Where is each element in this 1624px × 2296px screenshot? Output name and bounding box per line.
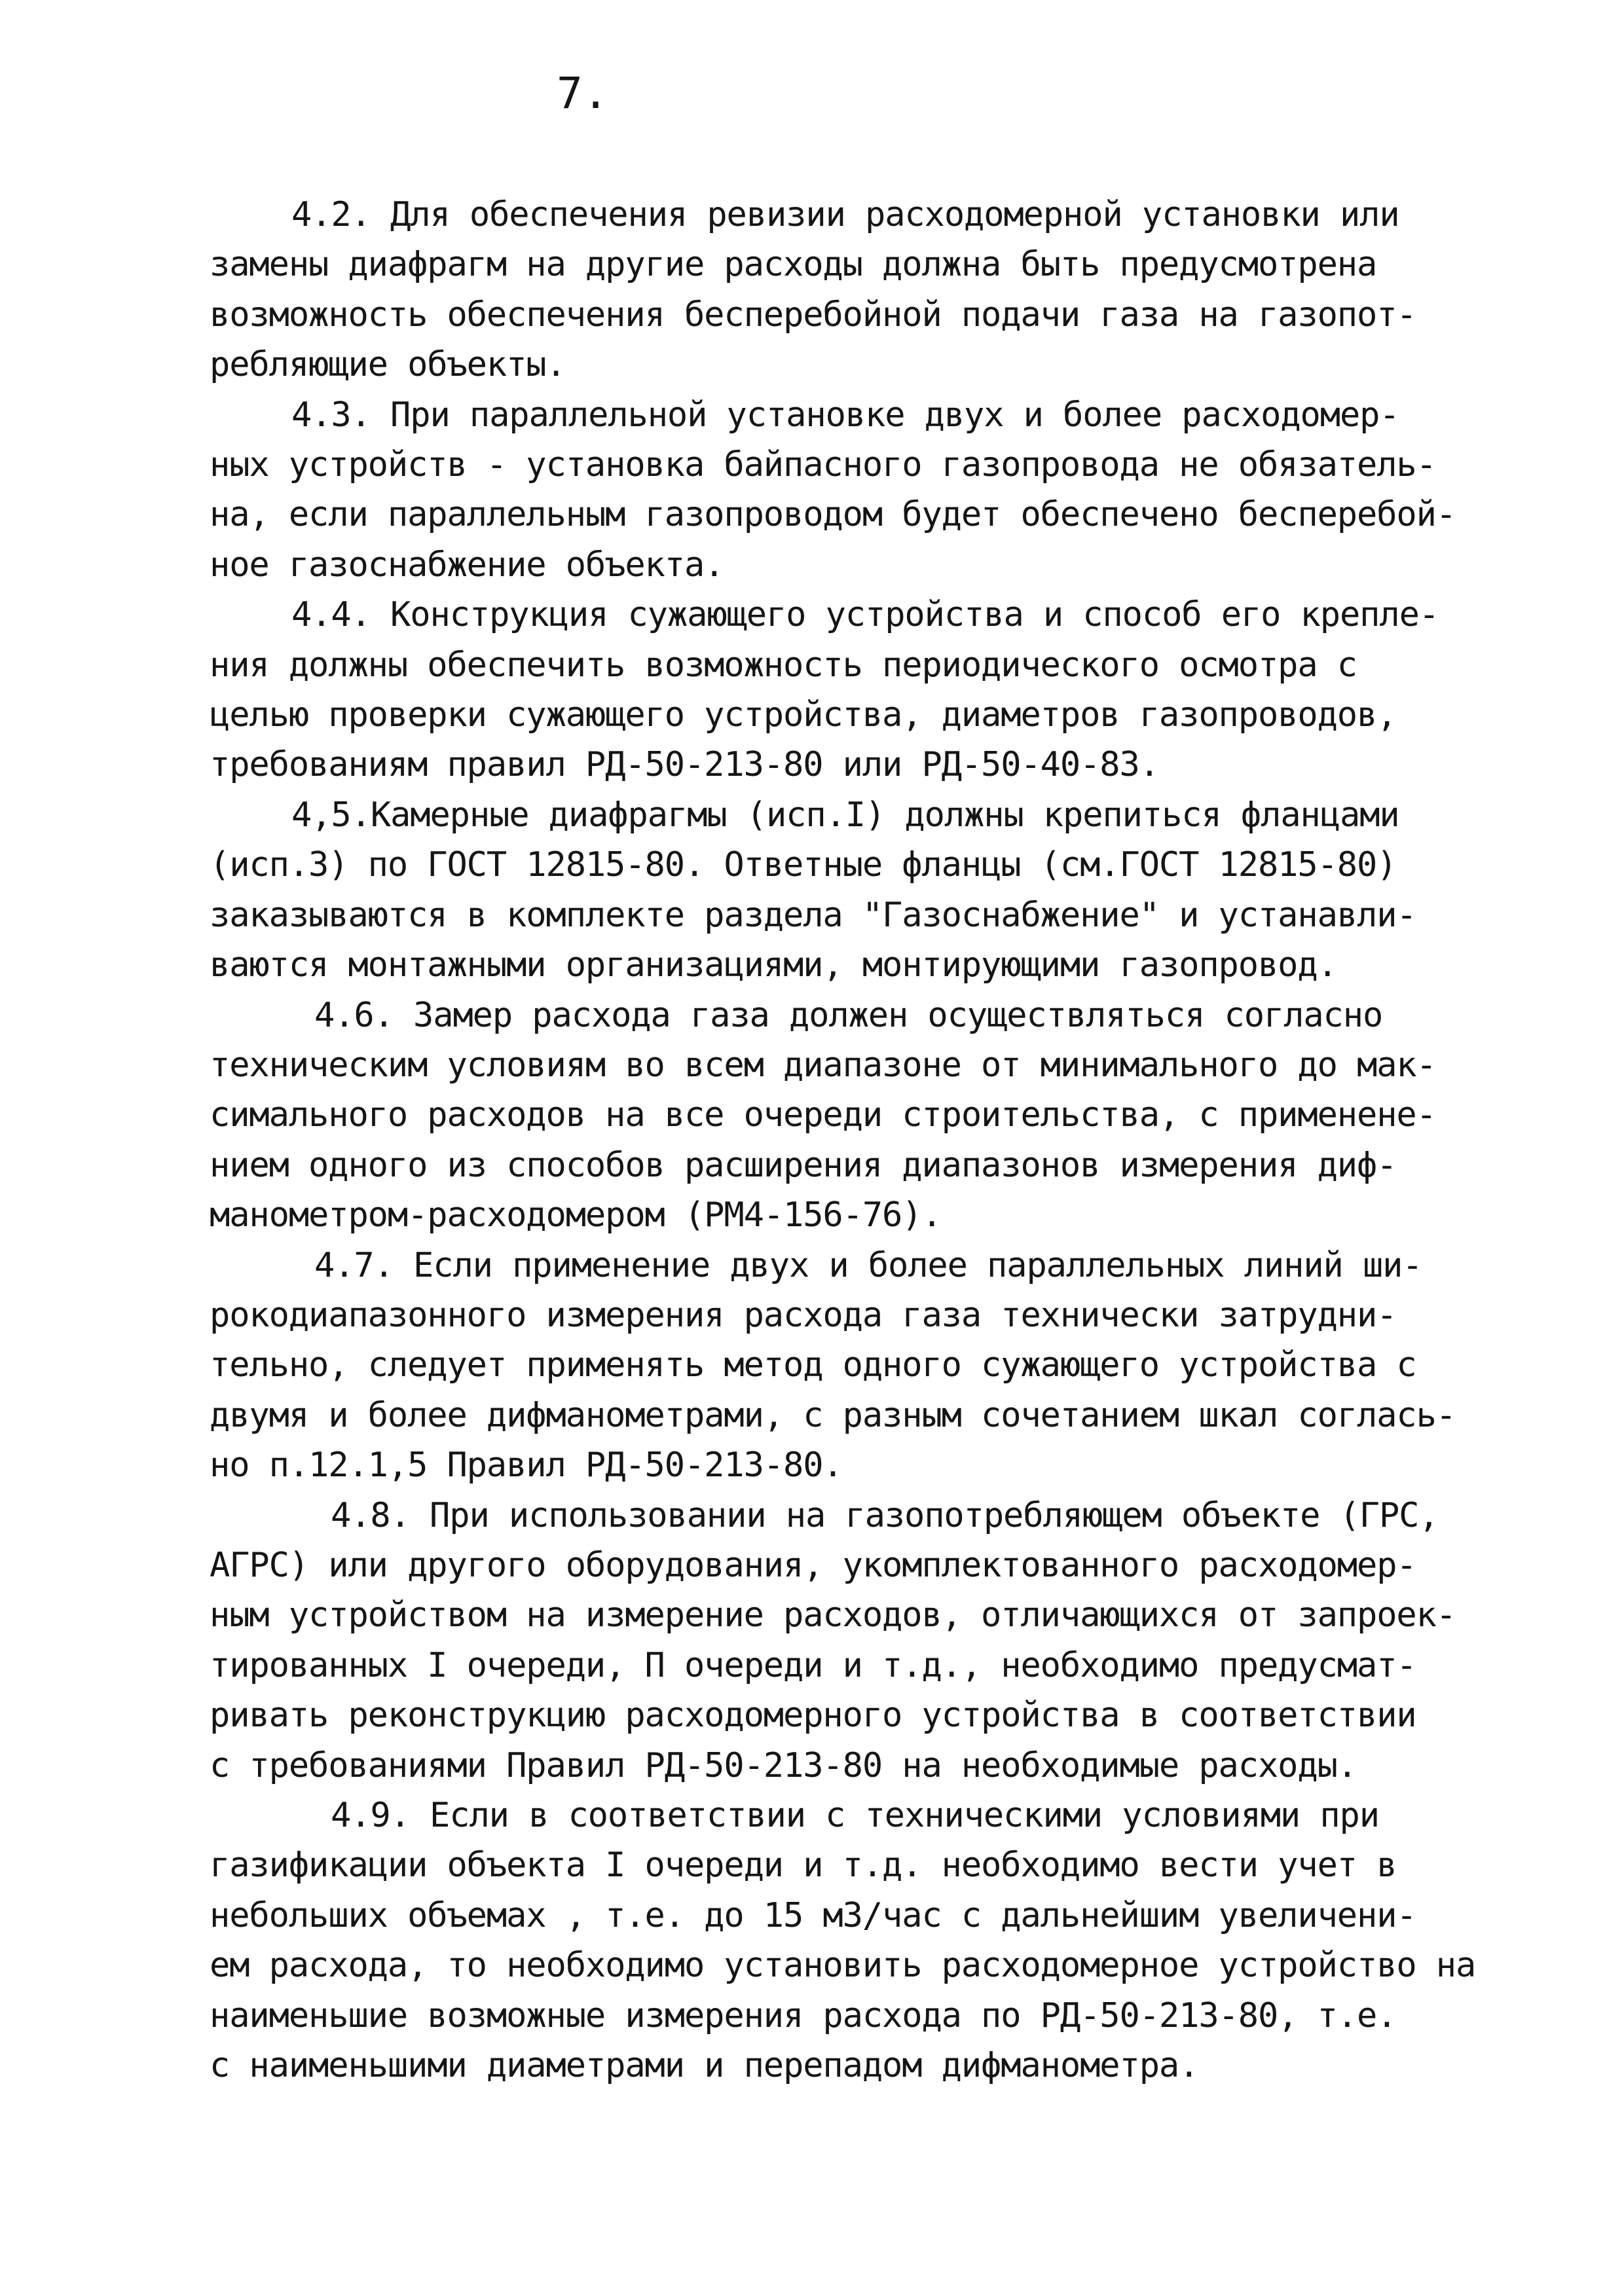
paragraph-4-8-line: тированных I очереди, П очереди и т.д., необходимо предусмат- — [210, 1645, 1416, 1685]
page-number: 7. — [557, 68, 609, 118]
paragraph-4-7-line: тельно, следует применять метод одного сужающего устройства с — [210, 1345, 1416, 1385]
paragraph-4-5-line: заказываются в комплекте раздела "Газоснабжение" и устанавли- — [210, 895, 1416, 935]
paragraph-4-4-line: 4.4. Конструкция сужающего устройства и способ его крепле- — [291, 595, 1439, 635]
paragraph-4-8-line: ривать реконструкцию расходомерного устройства в соответствии — [210, 1696, 1416, 1736]
paragraph-4-7-line: но п.12.1,5 Правил РД-50-213-80. — [210, 1446, 843, 1485]
paragraph-4-8-line: 4.8. При использовании на газопотребляющем объекте (ГРС, — [331, 1495, 1439, 1535]
paragraph-4-3-line: ных устройств - установка байпасного газопровода не обязатель- — [210, 445, 1436, 485]
paragraph-4-2-line: замены диафрагм на другие расходы должна быть предусмотрена — [210, 245, 1377, 285]
paragraph-4-8-line: ным устройством на измерение расходов, отличающихся от запроек- — [210, 1595, 1456, 1635]
paragraph-4-6-line: манометром-расходомером (РМ4-156-76). — [210, 1195, 942, 1235]
paragraph-4-3-line: на, если параллельным газопроводом будет обеспечено бесперебой- — [210, 495, 1456, 535]
paragraph-4-5-line: (исп.3) по ГОСТ 12815-80. Ответные фланцы (см.ГОСТ 12815-80) — [210, 845, 1397, 885]
paragraph-4-7-line: рокодиапазонного измерения расхода газа технически затрудни- — [210, 1295, 1397, 1335]
document-body — [210, 190, 1493, 2090]
paragraph-4-5-line: 4,5.Камерные диафрагмы (исп.I) должны крепиться фланцами — [291, 795, 1399, 835]
paragraph-4-2-line: возможность обеспечения бесперебойной подачи газа на газопот- — [210, 295, 1416, 335]
paragraph-4-6-line: 4.6. Замер расхода газа должен осуществляться согласно — [314, 995, 1383, 1035]
paragraph-4-3-line: ное газоснабжение объекта. — [210, 545, 724, 585]
paragraph-4-2-line: ребляющие объекты. — [210, 345, 566, 385]
paragraph-4-9-line: газификации объекта I очереди и т.д. необходимо вести учет в — [210, 1846, 1397, 1886]
paragraph-4-2-line: 4.2. Для обеспечения ревизии расходомерной установки или — [291, 195, 1399, 234]
paragraph-4-4-line: требованиям правил РД-50-213-80 или РД-50-40-83. — [210, 745, 1159, 785]
paragraph-4-4-line: целью проверки сужающего устройства, диаметров газопроводов, — [210, 695, 1397, 735]
paragraph-4-3-line: 4.3. При параллельной установке двух и более расходомер- — [291, 395, 1399, 435]
paragraph-4-5-line: ваются монтажными организациями, монтирующими газопровод. — [210, 945, 1337, 985]
paragraph-4-9-line: с наименьшими диаметрами и перепадом дифманометра. — [210, 2046, 1199, 2086]
paragraph-4-9-line: 4.9. Если в соответствии с техническими условиями при — [331, 1796, 1379, 1835]
paragraph-4-6-line: симального расходов на все очереди строительства, с применене- — [210, 1095, 1436, 1135]
paragraph-4-6-line: техническим условиям во всем диапазоне от минимального до мак- — [210, 1045, 1436, 1085]
paragraph-4-9-line: наименьшие возможные измерения расхода по РД-50-213-80, т.е. — [210, 1995, 1397, 2035]
paragraph-4-8-line: с требованиями Правил РД-50-213-80 на необходимые расходы. — [210, 1745, 1357, 1785]
paragraph-4-9-line: ем расхода, то необходимо установить расходомерное устройство на — [210, 1946, 1476, 1986]
paragraph-4-9-line: небольших объемах , т.е. до 15 м3/час с дальнейшим увеличени- — [210, 1895, 1416, 1935]
paragraph-4-7-line: двумя и более дифманометрами, с разным сочетанием шкал соглась- — [210, 1395, 1456, 1435]
paragraph-4-6-line: нием одного из способов расширения диапазонов измерения диф- — [210, 1145, 1397, 1185]
paragraph-4-4-line: ния должны обеспечить возможность периодического осмотра с — [210, 645, 1357, 685]
paragraph-4-8-line: АГРС) или другого оборудования, укомплектованного расходомер- — [210, 1545, 1416, 1585]
paragraph-4-7-line: 4.7. Если применение двух и более параллельных линий ши- — [314, 1245, 1422, 1285]
